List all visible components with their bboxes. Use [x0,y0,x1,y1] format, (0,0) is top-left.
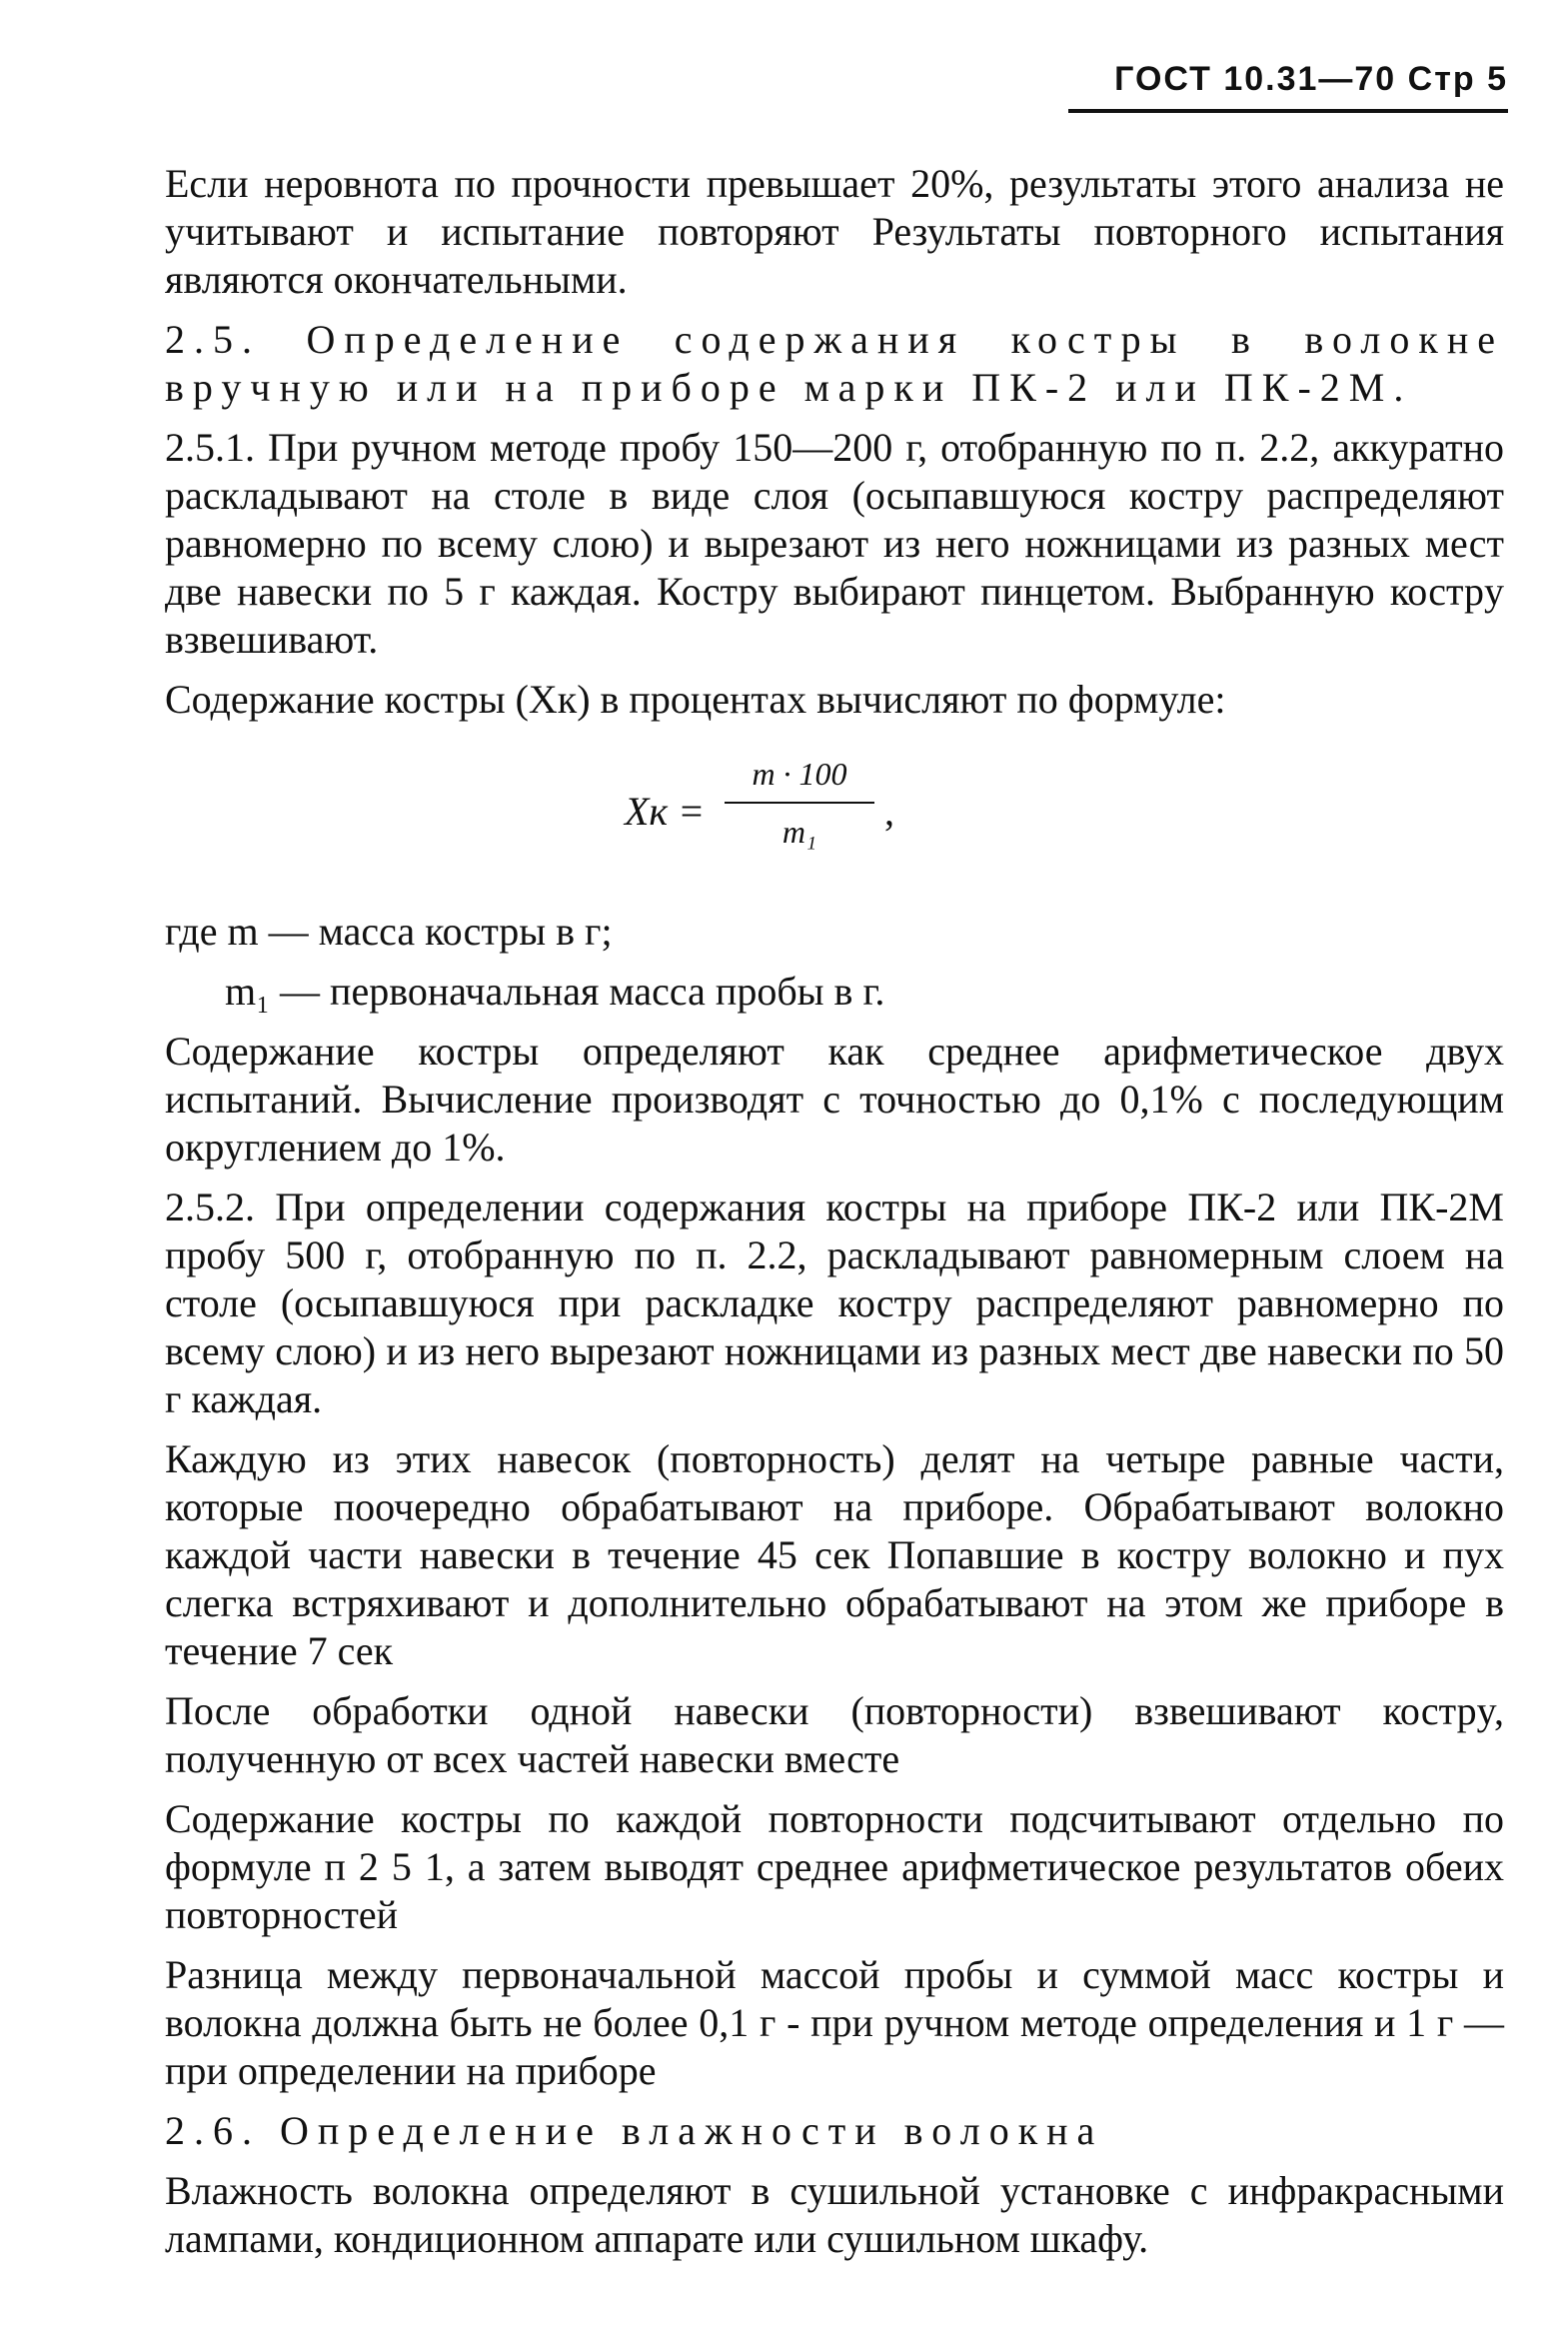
paragraph: 2.5.2. При определении содержания костры на приборе ПК-2 или ПК-2М пробу 500 г, отобранную по п. 2.2, раскладывают равномерным слоем на столе (осыпавшуюся при раскладке кострy распределяют равномерно по всему слою) и из него вырезают ножницами из разных мест две навески по 50 г каждая. [165,1184,1504,1421]
paragraph: Содержание костры (Xк) в процентах вычисляют по формуле: [165,677,1226,722]
formula-fraction [725,750,874,856]
document-body [165,160,1504,2275]
paragraph: Каждую из этих навесок (повторность) делят на четыре равные части, которые поочередно обрабатывают на приборе. Обрабатывают волокно каждой части навески в течение 45 сек Попавшие в кострy волокно и пух слегка встряхивают и дополнительно обрабатывают на этом же приборе в течение 7 сек [165,1436,1504,1673]
formula [165,744,1504,884]
paragraph: Содержание костры определяют как среднее арифметическое двух испытаний. Вычисление производят с точностью до 0,1% с последующим округлением до 1%. [165,1029,1504,1169]
formula-numerator: m · 100 [725,750,874,804]
paragraph: После обработки одной навески (повторности) взвешивают кострy, полученную от всех частей навески вместе [165,1688,1504,1781]
where-line: m₁ — первоначальная масса пробы в г. [225,969,885,1014]
paragraph: Влажность волокна определяют в сушильной установке с инфракрасными лампами, кондиционном аппарате или сушильном шкафу. [165,2168,1504,2261]
where-line: где m — масса костры в г; [165,909,613,954]
paragraph: Содержание костры по каждой повторности подсчитывают отдельно по формуле п 2 5 1, а затем выводят среднее арифметическое результатов обеих повторностей [165,1796,1504,1937]
paragraph: Если неровнота по прочности превышает 20%, результаты этого анализа не учитывают и испытание повторяют Результаты повторного испытания являются окончательными. [165,161,1504,302]
formula-denominator: m₁ [782,814,817,850]
section-heading: 2.5. Определение содержания костры в волокне вручную или на приборе марки ПК-2 или ПК-2М. [165,317,1504,410]
formula-comma: , [884,789,894,834]
paragraph: Разница между первоначальной массой пробы и суммой масс костры и волокна должна быть не более 0,1 г - при ручном методе определения и 1 г — при определении на приборе [165,1952,1504,2093]
section-heading: 2.6. Определение влажности волокна [165,2108,1104,2153]
paragraph: 2.5.1. При ручном методе пробу 150—200 г, отобранную по п. 2.2, аккуратно раскладывают на столе в виде слоя (осыпавшуюся кострy распределяют равномерно по всему слою) и вырезают из него ножницами из разных мест две навески по 5 г каждая. Кострy выбирают пинцетом. Выбранную кострy взвешивают. [165,425,1504,662]
page-header: ГОСТ 10.31—70 Стр 5 [1068,60,1508,113]
formula-lhs: Xк = [625,789,706,834]
